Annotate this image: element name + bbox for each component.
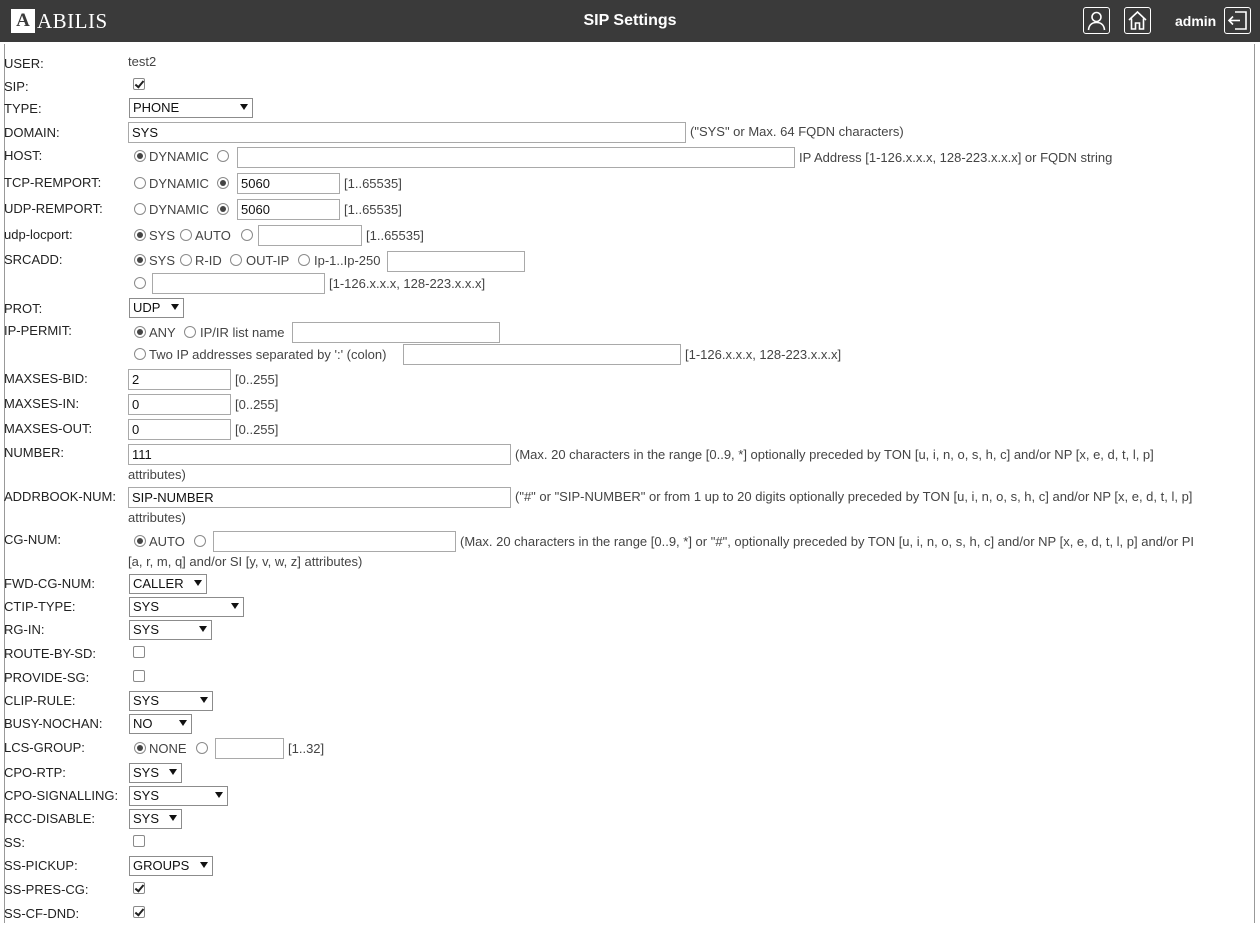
clip-rule-select-value: SYS bbox=[129, 691, 213, 711]
clip-rule-select[interactable] bbox=[129, 691, 213, 711]
cpo-signalling-select-value: SYS bbox=[129, 786, 228, 806]
addrbook-num-hint-cont: attributes) bbox=[128, 510, 186, 525]
field-label: SS-PICKUP: bbox=[4, 858, 78, 873]
srcadd-rid-label: R-ID bbox=[195, 253, 222, 268]
ss-pickup-select[interactable] bbox=[129, 856, 213, 876]
field-label: CTIP-TYPE: bbox=[4, 599, 76, 614]
lcs-group-value-radio[interactable] bbox=[196, 742, 208, 754]
cg-num-auto-label: AUTO bbox=[149, 534, 185, 549]
busy-nochan-select-value: NO bbox=[129, 714, 192, 734]
prot-select[interactable] bbox=[129, 298, 184, 318]
srcadd-outip-label: OUT-IP bbox=[246, 253, 290, 268]
maxses-bid-hint: [0..255] bbox=[235, 372, 279, 387]
srcadd-address-input[interactable] bbox=[152, 273, 325, 294]
udp-locport-input[interactable] bbox=[258, 225, 362, 246]
ip-permit-list-label: IP/IR list name bbox=[200, 325, 285, 340]
rg-in-select[interactable] bbox=[129, 620, 212, 640]
field-label: udp-locport: bbox=[4, 227, 73, 242]
host-address-radio[interactable] bbox=[217, 150, 229, 162]
maxses-bid-input[interactable] bbox=[128, 369, 231, 390]
field-label: DOMAIN: bbox=[4, 125, 60, 140]
field-label: CPO-RTP: bbox=[4, 765, 66, 780]
user-value: test2 bbox=[128, 54, 157, 69]
srcadd-sys-radio[interactable] bbox=[134, 254, 146, 266]
field-label: SS-CF-DND: bbox=[4, 906, 80, 921]
ip-permit-two-label: Two IP addresses separated by ':' (colon) bbox=[149, 347, 387, 362]
ip-permit-list-radio[interactable] bbox=[184, 326, 196, 338]
udp-remport-value-radio[interactable] bbox=[217, 203, 229, 215]
maxses-in-input[interactable] bbox=[128, 394, 231, 415]
udp-remport-dynamic-radio[interactable] bbox=[134, 203, 146, 215]
lcs-group-hint: [1..32] bbox=[288, 741, 325, 756]
logo-text: ABILIS bbox=[37, 9, 108, 33]
cg-num-value-radio[interactable] bbox=[194, 535, 206, 547]
field-label: CLIP-RULE: bbox=[4, 693, 76, 708]
ss-checkbox[interactable] bbox=[133, 835, 145, 847]
lcs-group-none-radio[interactable] bbox=[134, 742, 146, 754]
sip-checkbox[interactable] bbox=[133, 78, 145, 90]
rcc-disable-select-value: SYS bbox=[129, 809, 182, 829]
addrbook-num-hint: ("#" or "SIP-NUMBER" or from 1 up to 20 digits optionally preceded by TON [u, i, n, o, s, h, c] and/or NP [x, e, d, t, l, p] bbox=[515, 489, 1193, 504]
tcp-remport-value-radio[interactable] bbox=[217, 177, 229, 189]
udp-locport-sys-radio[interactable] bbox=[134, 229, 146, 241]
field-label: SS-PRES-CG: bbox=[4, 882, 89, 897]
cg-num-auto-radio[interactable] bbox=[134, 535, 146, 547]
logo-mark: A bbox=[11, 9, 35, 33]
logout-icon[interactable] bbox=[1224, 7, 1251, 34]
maxses-out-input[interactable] bbox=[128, 419, 231, 440]
srcadd-ip-input[interactable] bbox=[387, 251, 525, 272]
ip-permit-two-input[interactable] bbox=[403, 344, 681, 365]
ss-cf-dnd-checkbox[interactable] bbox=[133, 906, 145, 918]
top-bar bbox=[0, 0, 1260, 42]
cg-num-hint-cont: [a, r, m, q] and/or SI [y, v, w, z] attributes) bbox=[128, 554, 363, 569]
route-by-sd-checkbox[interactable] bbox=[133, 646, 145, 658]
field-label: IP-PERMIT: bbox=[4, 323, 72, 338]
udp-remport-input[interactable] bbox=[237, 199, 340, 220]
field-label: BUSY-NOCHAN: bbox=[4, 716, 103, 731]
ip-permit-any-radio[interactable] bbox=[134, 326, 146, 338]
udp-locport-hint: [1..65535] bbox=[366, 228, 424, 243]
busy-nochan-select[interactable] bbox=[129, 714, 192, 734]
field-label: CG-NUM: bbox=[4, 532, 62, 547]
field-label: SIP: bbox=[4, 79, 29, 94]
type-select-value: PHONE bbox=[129, 98, 253, 118]
domain-input[interactable] bbox=[128, 122, 686, 143]
tcp-remport-dynamic-label: DYNAMIC bbox=[149, 176, 209, 191]
field-label: NUMBER: bbox=[4, 445, 64, 460]
field-label: MAXSES-OUT: bbox=[4, 421, 93, 436]
user-icon[interactable] bbox=[1083, 7, 1110, 34]
ip-permit-hint: [1-126.x.x.x, 128-223.x.x.x] bbox=[685, 347, 842, 362]
cg-num-input[interactable] bbox=[213, 531, 456, 552]
number-input[interactable] bbox=[128, 444, 511, 465]
srcadd-rid-radio[interactable] bbox=[180, 254, 192, 266]
field-label: MAXSES-IN: bbox=[4, 396, 80, 411]
abilis-logo[interactable] bbox=[11, 9, 108, 33]
field-label: HOST: bbox=[4, 148, 43, 163]
field-label: PROVIDE-SG: bbox=[4, 670, 90, 685]
fwd-cg-num-select-value: CALLER bbox=[129, 574, 207, 594]
field-label: MAXSES-BID: bbox=[4, 371, 88, 386]
home-icon[interactable] bbox=[1124, 7, 1151, 34]
ip-permit-two-radio[interactable] bbox=[134, 348, 146, 360]
field-label: SS: bbox=[4, 835, 25, 850]
cpo-signalling-select[interactable] bbox=[129, 786, 228, 806]
number-hint: (Max. 20 characters in the range [0..9, *] optionally preceded by TON [u, i, n, o, s, h, c] and/or NP [x, e, d, t, l, p] bbox=[515, 447, 1154, 462]
field-label: ROUTE-BY-SD: bbox=[4, 646, 96, 661]
ip-permit-list-input[interactable] bbox=[292, 322, 500, 343]
ctip-type-select[interactable] bbox=[129, 597, 244, 617]
type-select[interactable] bbox=[129, 98, 253, 118]
tcp-remport-hint: [1..65535] bbox=[344, 176, 402, 191]
fwd-cg-num-select[interactable] bbox=[129, 574, 207, 594]
maxses-out-hint: [0..255] bbox=[235, 422, 279, 437]
ss-pres-cg-checkbox[interactable] bbox=[133, 882, 145, 894]
username: admin bbox=[1175, 13, 1217, 29]
udp-locport-auto-label: AUTO bbox=[195, 228, 231, 243]
host-hint: IP Address [1-126.x.x.x, 128-223.x.x.x] or FQDN string bbox=[799, 150, 1113, 165]
srcadd-hint: [1-126.x.x.x, 128-223.x.x.x] bbox=[329, 276, 486, 291]
cpo-rtp-select[interactable] bbox=[129, 763, 182, 783]
udp-locport-sys-label: SYS bbox=[149, 228, 176, 243]
lcs-group-none-label: NONE bbox=[149, 741, 187, 756]
ctip-type-select-value: SYS bbox=[129, 597, 244, 617]
field-label: RG-IN: bbox=[4, 622, 45, 637]
host-dynamic-radio[interactable] bbox=[134, 150, 146, 162]
ip-permit-any-label: ANY bbox=[149, 325, 176, 340]
field-label: PROT: bbox=[4, 301, 43, 316]
field-label: ADDRBOOK-NUM: bbox=[4, 489, 116, 504]
field-label: USER: bbox=[4, 56, 44, 71]
srcadd-outip-radio[interactable] bbox=[230, 254, 242, 266]
addrbook-num-input[interactable] bbox=[128, 487, 511, 508]
field-label: RCC-DISABLE: bbox=[4, 811, 96, 826]
field-label: TCP-REMPORT: bbox=[4, 175, 102, 190]
page-title: SIP Settings bbox=[583, 12, 677, 29]
field-label: CPO-SIGNALLING: bbox=[4, 788, 119, 803]
srcadd-sys-label: SYS bbox=[149, 253, 176, 268]
lcs-group-input[interactable] bbox=[215, 738, 284, 759]
udp-remport-dynamic-label: DYNAMIC bbox=[149, 202, 209, 217]
field-label: UDP-REMPORT: bbox=[4, 201, 103, 216]
srcadd-address-radio[interactable] bbox=[134, 277, 146, 289]
maxses-in-hint: [0..255] bbox=[235, 397, 279, 412]
host-dynamic-label: DYNAMIC bbox=[149, 149, 209, 164]
srcadd-ip-label: Ip-1..Ip-250 bbox=[314, 253, 381, 268]
udp-locport-value-radio[interactable] bbox=[241, 229, 253, 241]
cg-num-hint: (Max. 20 characters in the range [0..9, *] or "#", optionally preceded by TON [u, i, n, o, s, h, c] and/or NP [x, e, d, t, l, p] and/or PI bbox=[460, 534, 1194, 549]
udp-remport-hint: [1..65535] bbox=[344, 202, 402, 217]
rcc-disable-select[interactable] bbox=[129, 809, 182, 829]
number-hint-cont: attributes) bbox=[128, 467, 186, 482]
tcp-remport-dynamic-radio[interactable] bbox=[134, 177, 146, 189]
udp-locport-auto-radio[interactable] bbox=[180, 229, 192, 241]
domain-hint: ("SYS" or Max. 64 FQDN characters) bbox=[690, 124, 904, 139]
field-label: TYPE: bbox=[4, 101, 42, 116]
cpo-rtp-select-value: SYS bbox=[129, 763, 182, 783]
field-label: LCS-GROUP: bbox=[4, 740, 85, 755]
field-label: SRCADD: bbox=[4, 252, 63, 267]
field-label: FWD-CG-NUM: bbox=[4, 576, 95, 591]
srcadd-ip-radio[interactable] bbox=[298, 254, 310, 266]
host-input[interactable] bbox=[237, 147, 795, 168]
ss-pickup-select-value: GROUPS bbox=[129, 856, 213, 876]
provide-sg-checkbox[interactable] bbox=[133, 670, 145, 682]
rg-in-select-value: SYS bbox=[129, 620, 212, 640]
tcp-remport-input[interactable] bbox=[237, 173, 340, 194]
prot-select-value: UDP bbox=[129, 298, 184, 318]
